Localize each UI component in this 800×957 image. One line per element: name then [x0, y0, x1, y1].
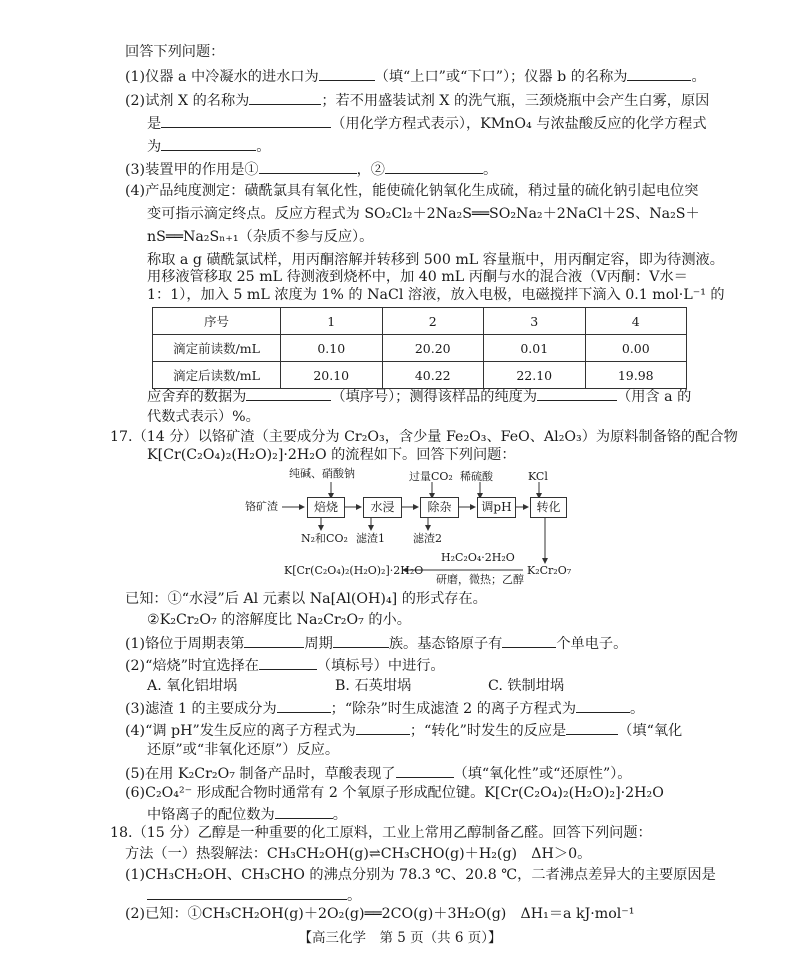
flow-output-residue1: 滤渣1: [356, 532, 385, 545]
flow-input-soda: 纯碱、硝酸钠: [289, 467, 355, 480]
table-header: 1: [281, 308, 383, 335]
question-18-1-line2: 。: [147, 885, 361, 906]
flow-step-purify: 除杂: [420, 497, 459, 518]
table-header: 2: [382, 308, 484, 335]
flow-step-roast: 焙烧: [307, 497, 345, 518]
table-cell: 0.10: [281, 335, 383, 362]
flow-reagent-oxalic: H₂C₂O₄·2H₂O: [441, 551, 515, 564]
question-18-stem: 18.（15 分）乙醇是一种重要的化工原料，工业上常用乙醇制备乙醛。回答下列问题：: [110, 825, 652, 841]
question-16-2-line2: 是 （用化学方程式表示），KMnO₄ 与浓盐酸反应的化学方程式: [147, 113, 707, 134]
page-footer: 【高三化学 第 5 页（共 6 页）】: [298, 930, 502, 946]
table-cell: 滴定后读数/mL: [153, 362, 281, 389]
question-17-known-2: ②K₂Cr₂O₇ 的溶解度比 Na₂Cr₂O₇ 的小。: [147, 612, 411, 628]
question-16-2-line3: 为 。: [147, 136, 270, 157]
flow-input-kcl: KCl: [528, 470, 548, 483]
table-cell: 40.22: [382, 362, 484, 389]
flow-step-convert: 转化: [530, 497, 567, 518]
question-17-stem-line1: 17.（14 分）以铬矿渣（主要成分为 Cr₂O₃，含少量 Fe₂O₃、FeO、Al₂O₃）为原料制备铬的配合物: [110, 429, 738, 445]
table-cell: 22.10: [484, 362, 586, 389]
table-header: 序号: [153, 308, 281, 335]
table-cell: 0.01: [484, 335, 586, 362]
flow-step-leach: 水浸: [363, 497, 402, 518]
question-16-4-line4: 称取 a g 磺酰氯试样，用丙酮溶解并转移到 500 mL 容量瓶中，用丙酮定容，即为待测液。: [147, 252, 724, 268]
question-16-4-line2: 变可指示滴定终点。反应方程式为 SO₂Cl₂＋2Na₂S══SO₂Na₂＋2NaCl＋2S、Na₂S＋: [147, 206, 700, 222]
question-16-4-answer-line1: 应舍弃的数据为 （填序号）；测得该样品的纯度为 （用含 a 的: [147, 386, 691, 407]
flow-step-adjust-ph: 调pH: [477, 497, 516, 518]
question-17-known-1: 已知：①“水浸”后 Al 元素以 Na[Al(OH)₄] 的形式存在。: [125, 591, 487, 607]
flow-product: K[Cr(C₂O₄)₂(H₂O)₂]·2H₂O: [284, 564, 424, 577]
question-17-stem-line2: K[Cr(C₂O₄)₂(H₂O)₂]·2H₂O 的流程如下。回答下列问题：: [147, 447, 516, 463]
table-header: 4: [585, 308, 687, 335]
flow-k2cr2o7: K₂Cr₂O₇: [527, 564, 572, 577]
table-cell: 20.20: [382, 335, 484, 362]
question-18-1-line1: (1)CH₃CH₂OH、CH₃CHO 的沸点分别为 78.3 ℃、20.8 ℃，二者沸点差异大的主要原因是: [125, 867, 716, 883]
flow-output-residue2: 滤渣2: [413, 532, 442, 545]
flow-input-co2: 过量CO₂: [409, 470, 453, 483]
table-cell: 19.98: [585, 362, 687, 389]
flow-raw-material: 铬矿渣: [245, 500, 278, 513]
question-17-3: (3)滤渣 1 的主要成分为 ；“除杂”时生成滤渣 2 的离子方程式为 。: [125, 698, 644, 719]
table-cell: 滴定前读数/mL: [153, 335, 281, 362]
question-17-6-line1: (6)C₂O₄²⁻ 形成配合物时通常有 2 个氧原子形成配位键。K[Cr(C₂O₄)₂(H₂O)₂]·2H₂O: [125, 785, 664, 801]
question-17-6-line2: 中铬离子的配位数为 。: [147, 804, 347, 825]
question-16-3: (3)装置甲的作用是① ，② 。: [125, 159, 497, 180]
table-header: 3: [484, 308, 586, 335]
question-18-2: (2)已知：①CH₃CH₂OH(g)＋2O₂(g)══2CO(g)＋3H₂O(g) ΔH₁＝a kJ·mol⁻¹: [125, 906, 635, 922]
question-16-4-line3: nS══Na₂Sₙ₊₁（杂质不参与反应）。: [147, 229, 374, 245]
question-16-4-line1: (4)产品纯度测定：磺酰氯具有氧化性，能使硫化钠氧化生成硫，稍过量的硫化钠引起电位突: [125, 183, 699, 199]
question-16-4-line5: 用移液管移取 25 mL 待测液到烧杯中，加 40 mL 丙酮与水的混合液（V丙酮：V水＝: [147, 269, 688, 285]
answer-intro: 回答下列问题：: [125, 44, 225, 60]
flow-output-gas: N₂和CO₂: [301, 532, 348, 545]
question-17-4-line1: (4)“调 pH”发生反应的离子方程式为 ；“转化”时发生的反应是 （填“氧化: [125, 720, 682, 741]
question-16-1: (1)仪器 a 中冷凝水的进水口为 （填“上口”或“下口”）；仪器 b 的名称为 。: [125, 66, 706, 87]
question-18-method1: 方法（一）热裂解法：CH₃CH₂OH(g)⇌CH₃CHO(g)＋H₂(g) ΔH＞0。: [125, 846, 592, 862]
question-17-4-line2: 还原”或“非氧化还原”）反应。: [147, 742, 340, 758]
question-17-2-option-c: C. 铁制坩埚: [488, 678, 565, 694]
question-17-2: (2)“焙烧”时宜选择在 （填标号）中进行。: [125, 655, 445, 676]
question-17-1: (1)铬位于周期表第 周期 族。基态铬原子有 个单电子。: [125, 633, 627, 654]
flow-reagent-conditions: 研磨，微热；乙醇: [436, 573, 524, 586]
question-16-4-line6: 1：1），加入 5 mL 浓度为 1% 的 NaCl 溶液，放入电极，电磁搅拌下滴入 0.1 mol·L⁻¹ 的: [147, 287, 725, 303]
flow-input-acid: 稀硫酸: [460, 470, 493, 483]
table-cell: 20.10: [281, 362, 383, 389]
question-17-2-option-b: B. 石英坩埚: [335, 678, 412, 694]
question-16-4-answer-line2: 代数式表示）%。: [147, 409, 260, 425]
question-17-2-option-a: A. 氧化铝坩埚: [147, 678, 238, 694]
question-17-5: (5)在用 K₂Cr₂O₇ 制备产品时，草酸表现了 （填“氧化性”或“还原性”）。: [125, 763, 631, 784]
table-cell: 0.00: [585, 335, 687, 362]
question-16-2-line1: (2)试剂 X 的名称为 ；若不用盛装试剂 X 的洗气瓶，三颈烧瓶中会产生白雾，原因: [125, 90, 709, 111]
